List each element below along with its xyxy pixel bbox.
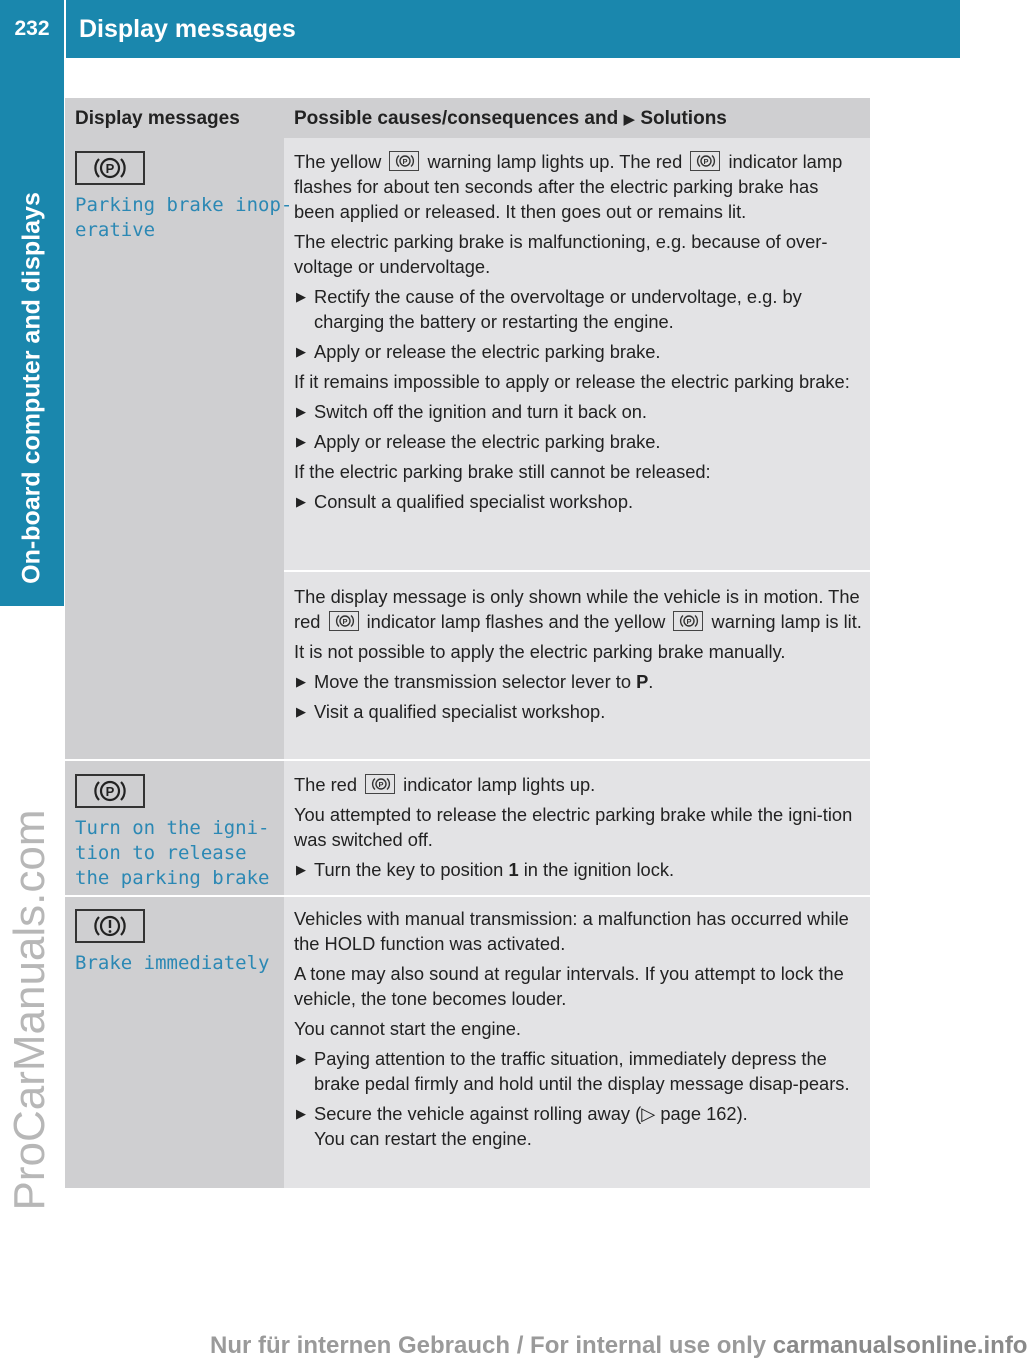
instruction-step: ▶ Turn the key to position 1 in the ignition lock.: [296, 859, 675, 880]
description-text: If the electric parking brake still cannot be released:: [294, 461, 711, 482]
step-arrow-icon: ▶: [296, 344, 306, 359]
description-text: If it remains impossible to apply or release the electric parking brake:: [294, 371, 850, 392]
header-divider: [64, 0, 66, 58]
row-divider: [284, 570, 870, 572]
table-header: [65, 98, 870, 138]
solution-cell: [294, 149, 864, 519]
message-text: Brake immediately: [75, 952, 270, 974]
bottom-watermark: [210, 1332, 1027, 1360]
parking-brake-lamp-icon: [690, 151, 720, 171]
svg-text:P: P: [342, 617, 348, 626]
chapter-tab: [0, 58, 64, 606]
description-text: Vehicles with manual transmission: a malfunction has occurred while the HOLD function was activated.: [294, 908, 849, 954]
message-text: Parking brake inop‐ erative: [75, 194, 293, 241]
description-text: A tone may also sound at regular intervals. If you attempt to lock the vehicle, the tone becomes louder.: [294, 963, 844, 1009]
parking-brake-lamp-icon: [329, 611, 359, 631]
instruction-step: ▶ Move the transmission selector lever to P.: [296, 671, 654, 692]
instruction-step: ▶ Apply or release the electric parking brake.: [296, 341, 661, 362]
step-arrow-icon: ▶: [296, 1106, 306, 1121]
instruction-step: ▶ Secure the vehicle against rolling away (▷ page 162). You can restart the engine.: [296, 1103, 748, 1149]
step-arrow-icon: ▶: [296, 704, 306, 719]
description-text: You cannot start the engine.: [294, 1018, 521, 1039]
step-arrow-icon: ▶: [296, 404, 306, 419]
parking-brake-warning-icon: [75, 774, 145, 808]
row-divider: [65, 895, 870, 897]
brake-warning-icon: [75, 909, 145, 943]
play-arrow-icon: ▶: [623, 111, 636, 128]
step-arrow-icon: ▶: [296, 434, 306, 449]
description-text: The electric parking brake is malfunctioning, e.g. because of over‐voltage or undervoltage.: [294, 231, 828, 277]
side-watermark: ProCarManuals.com: [5, 809, 54, 1211]
page-title: Display messages: [79, 14, 296, 43]
parking-brake-lamp-icon: [389, 151, 419, 171]
svg-text:P: P: [402, 157, 408, 166]
parking-brake-lamp-icon: [365, 774, 395, 794]
parking-brake-lamp-icon: [673, 611, 703, 631]
internal-use-text: Nur für internen Gebrauch / For internal use only: [210, 1332, 767, 1359]
step-arrow-icon: ▶: [296, 862, 306, 877]
message-text: Turn on the igni‐ tion to release the parking brake: [75, 817, 270, 889]
instruction-step: ▶ Visit a qualified specialist workshop.: [296, 701, 606, 722]
column-header-solutions-text: Solutions: [640, 108, 727, 129]
parking-brake-warning-icon: [75, 151, 145, 185]
instruction-step: ▶ Apply or release the electric parking brake.: [296, 431, 661, 452]
solution-cell: [294, 584, 864, 729]
step-arrow-icon: ▶: [296, 289, 306, 304]
description-text: It is not possible to apply the electric parking brake manually.: [294, 641, 786, 662]
display-messages-table: [65, 98, 870, 1188]
description-text: The yellow P warning lamp lights up. The red P indicator lamp flashes for about ten seconds after the electric parking brake has been applied or released. It then goes out or remains lit.: [294, 151, 843, 222]
column-header-messages: Display messages: [75, 108, 240, 129]
svg-text:P: P: [378, 780, 384, 789]
page-number: 232: [14, 17, 50, 40]
chapter-title: On-board computer and displays: [17, 192, 46, 584]
bold-value: 1: [508, 859, 519, 880]
instruction-step: ▶ Rectify the cause of the overvoltage or undervoltage, e.g. by charging the battery or restarting the engine.: [296, 286, 802, 332]
step-arrow-icon: ▶: [296, 494, 306, 509]
svg-text:P: P: [105, 784, 115, 799]
svg-text:P: P: [686, 617, 692, 626]
svg-text:P: P: [105, 161, 115, 176]
description-text: The red P indicator lamp lights up.: [294, 774, 596, 795]
solution-cell: [294, 906, 864, 1156]
instruction-step: ▶ Switch off the ignition and turn it back on.: [296, 401, 647, 422]
watermark-url: carmanualsonline.info: [772, 1332, 1027, 1359]
instruction-step: ▶ Consult a qualified specialist workshop.: [296, 491, 634, 512]
row-divider: [65, 759, 870, 761]
description-text: The display message is only shown while the vehicle is in motion. The red P indicator lamp flashes and the yellow P warning lamp is lit.: [294, 586, 862, 632]
column-header-causes: [294, 108, 727, 130]
solution-cell: [294, 772, 864, 887]
description-text: You attempted to release the electric parking brake while the igni‐tion was switched off.: [294, 804, 853, 850]
bold-value: P: [636, 671, 649, 692]
message-column-background: [65, 138, 293, 1188]
step-arrow-icon: ▶: [296, 1051, 306, 1066]
step-arrow-icon: ▶: [296, 674, 306, 689]
instruction-step: ▶ Paying attention to the traffic situation, immediately depress the brake pedal firmly and hold until the display message disap‐pears.: [296, 1048, 850, 1094]
svg-text:P: P: [703, 157, 709, 166]
column-header-causes-text: Possible causes/consequences and: [294, 108, 619, 129]
